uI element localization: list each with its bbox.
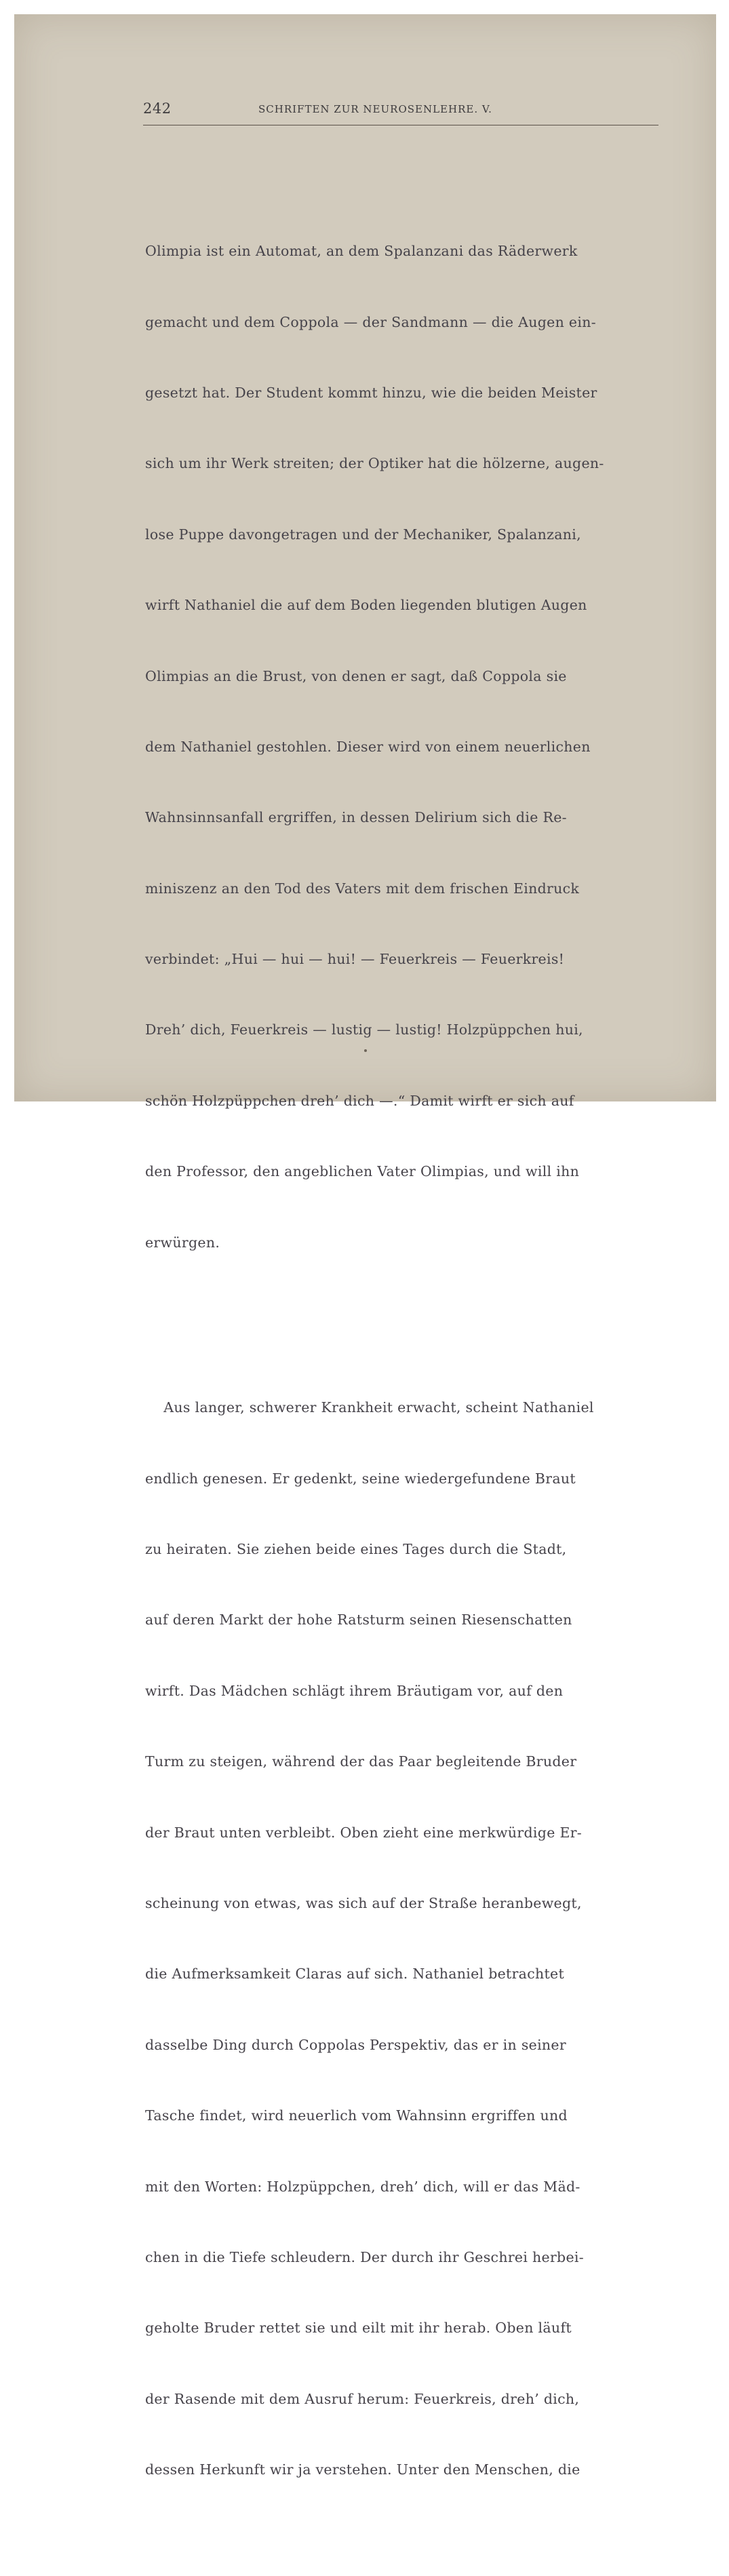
body-text	[145, 145, 658, 2576]
text-line: mit den Worten: Holzpüppchen, dreh’ dich, will er das Mäd-	[145, 2178, 580, 2195]
text-line: geholte Bruder rettet sie und eilt mit ihr herab. Oben läuft	[145, 2320, 572, 2337]
text-line: dessen Herkunft wir ja verstehen. Unter den Menschen, die	[145, 2461, 580, 2478]
text-line: dem Nathaniel gestohlen. Dieser wird von einem neuerlichen	[145, 738, 591, 755]
running-head-title: SCHRIFTEN ZUR NEUROSENLEHRE. V.	[258, 103, 492, 115]
text-line: den Professor, den angeblichen Vater Olimpias, und will ihn	[145, 1163, 580, 1180]
text-line: gesetzt hat. Der Student kommt hinzu, wie die beiden Meister	[145, 384, 597, 401]
text-line: wirft. Das Mädchen schlägt ihrem Bräutigam vor, auf den	[145, 1682, 564, 1699]
text-line: endlich genesen. Er gedenkt, seine wiedergefundene Braut	[145, 1470, 576, 1487]
text-line: lose Puppe davongetragen und der Mechaniker, Spalanzani,	[145, 526, 581, 543]
text-line: auf deren Markt der hohe Ratsturm seinen Riesenschatten	[145, 1612, 572, 1628]
paragraph-1	[145, 193, 658, 1302]
text-line: zu heiraten. Sie ziehen beide eines Tages durch die Stadt,	[145, 1541, 567, 1558]
text-line: Aus langer, schwerer Krankheit erwacht, scheint Nathaniel	[145, 1399, 594, 1416]
text-line: die Aufmerksamkeit Claras auf sich. Nathaniel betrachtet	[145, 1966, 564, 1983]
text-line: scheinung von etwas, was sich auf der Straße heranbewegt,	[145, 1894, 582, 1911]
text-line: sich um ihr Werk streiten; der Optiker hat die hölzerne, augen-	[145, 455, 604, 472]
ink-speck	[364, 1049, 367, 1052]
paragraph-2	[145, 1349, 658, 2529]
text-line: wirft Nathaniel die auf dem Boden liegenden blutigen Augen	[145, 597, 587, 614]
text-line: Tasche findet, wird neuerlich vom Wahnsinn ergriffen und	[145, 2107, 568, 2124]
text-line: Wahnsinnsanfall ergriffen, in dessen Delirium sich die Re-	[145, 809, 567, 826]
text-line: miniszenz an den Tod des Vaters mit dem frischen Eindruck	[145, 880, 580, 897]
text-line: gemacht und dem Coppola — der Sandmann — die Augen ein-	[145, 313, 596, 330]
text-line: der Braut unten verbleibt. Oben zieht eine merkwürdige Er-	[145, 1824, 583, 1841]
text-line: dasselbe Ding durch Coppolas Perspektiv, das er in seiner	[145, 2036, 566, 2053]
page-number: 242	[143, 100, 172, 117]
text-line: erwürgen.	[145, 1234, 220, 1251]
text-line: Olimpia ist ein Automat, an dem Spalanzani das Räderwerk	[145, 243, 578, 260]
running-head	[143, 100, 658, 125]
text-line: Dreh’ dich, Feuerkreis — lustig — lustig! Holzpüppchen hui,	[145, 1021, 583, 1038]
text-line: Turm zu steigen, während der das Paar begleitende Bruder	[145, 1753, 577, 1770]
text-line: verbindet: „Hui — hui — hui! — Feuerkreis — Feuerkreis!	[145, 951, 565, 968]
text-line: chen in die Tiefe schleudern. Der durch ihr Geschrei herbei-	[145, 2248, 584, 2265]
text-line: Olimpias an die Brust, von denen er sagt, daß Coppola sie	[145, 667, 567, 684]
book-page	[14, 14, 716, 2478]
text-line: der Rasende mit dem Ausruf herum: Feuerkreis, dreh’ dich,	[145, 2390, 580, 2407]
text-line: schön Holzpüppchen dreh’ dich —.“ Damit wirft er sich auf	[145, 1092, 574, 1109]
